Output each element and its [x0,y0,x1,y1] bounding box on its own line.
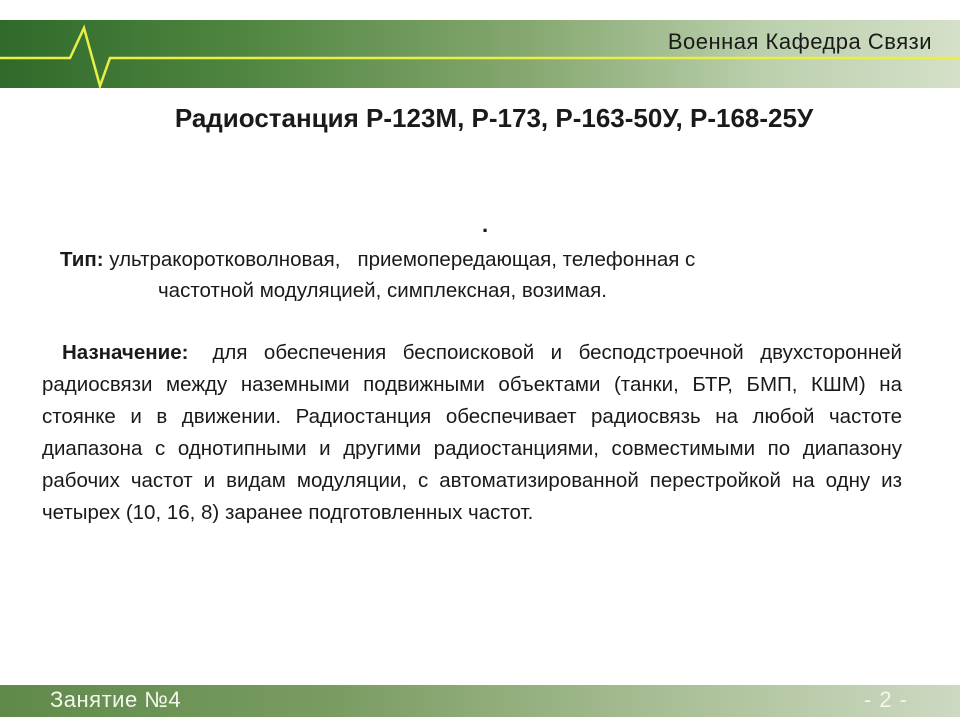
purpose-block [42,337,902,529]
type-line-1 [60,244,900,275]
department-title: Военная Кафедра Связи [667,29,932,54]
page-number: - 2 - [863,687,908,712]
header-bar [0,20,960,88]
type-text-1: ультракоротковолновая, приемопередающая, телефонная с [109,248,696,271]
purpose-label: Назначение: [62,341,189,364]
purpose-text: для обеспечения беспоисковой и бесподстроечной двухсторонней радиосвязи между наземными подвижными объектами (танки, БТР, БМП, КШМ) на стоянке и в движении. Радиостанция обеспечивает радиосвязь на любой частоте диапазона с однотипными и другими радиостанциями, совместимыми по диапазону рабочих частот и видам модуляции, с автоматизированной перестройкой на одну из четырех (10, 16, 8) заранее подготовленных частот. [42,341,902,524]
type-block [60,244,900,306]
dot-marker: . [482,212,489,237]
type-line-2: частотной модуляцией, симплексная, возимая. [158,279,607,302]
slide-title: Радиостанция Р-123М, Р-173, Р-163-50У, Р-168-25У [174,103,814,133]
type-label: Тип: [60,248,104,271]
lesson-label: Занятие №4 [50,687,182,712]
footer-bar [0,685,960,717]
